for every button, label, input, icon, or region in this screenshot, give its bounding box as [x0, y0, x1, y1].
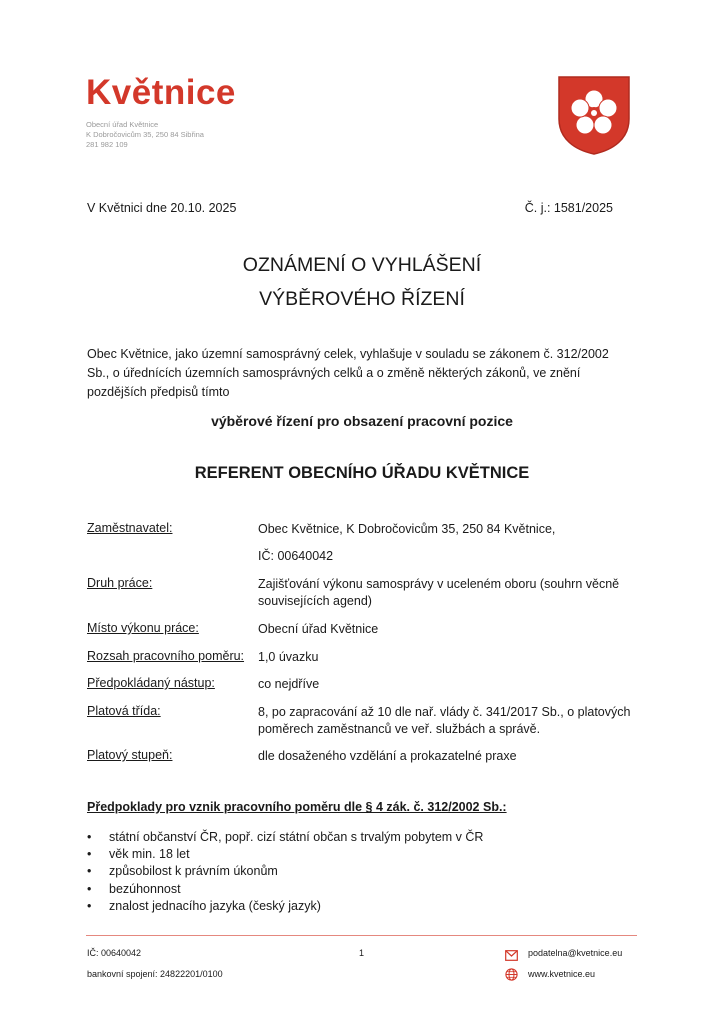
detail-value-workplace: Obecní úřad Květnice [258, 622, 379, 636]
flower-crest-icon [557, 75, 631, 155]
detail-label-salary-class: Platová třída: [87, 704, 161, 718]
title-line-1: OZNÁMENÍ O VYHLÁŠENÍ [242, 254, 482, 276]
list-item: • věk min. 18 let [87, 846, 483, 863]
detail-value-scope: 1,0 úvazku [258, 650, 319, 664]
footer-bank: bankovní spojení: 24822201/0100 [87, 969, 223, 979]
detail-label-work-type: Druh práce: [87, 576, 153, 590]
footer-email[interactable]: podatelna@kvetnice.eu [528, 948, 623, 958]
detail-value-employer: Obec Květnice, K Dobročovicům 35, 250 84 Květnice, [258, 522, 556, 536]
place-date: V Květnici dne 20.10. 2025 [87, 201, 237, 215]
intro-paragraph: Obec Květnice, jako územní samosprávný celek, vyhlašuje v souladu se zákonem č. 312/2002 Sb., o úřednících územních samosprávných celků a o změně některých zákonů, ve znění pozdějších předpisů tímto [87, 347, 609, 399]
office-name: Obecní úřad Květnice [86, 120, 159, 129]
detail-value-ico: IČ: 00640042 [258, 549, 334, 563]
reference-number: Č. j.: 1581/2025 [524, 201, 613, 215]
office-address: K Dobročovicům 35, 250 84 Sibřina [86, 130, 204, 139]
footer-divider [86, 935, 637, 936]
envelope-icon [505, 948, 518, 959]
subtitle: výběrové řízení pro obsazení pracovní pozice [211, 413, 513, 429]
detail-label-scope: Rozsah pracovního poměru: [87, 649, 245, 663]
office-phone: 281 982 109 [86, 140, 128, 149]
detail-value-salary-grade: dle dosaženého vzdělání a prokazatelné praxe [258, 749, 517, 763]
title-line-2: VÝBĚROVÉHO ŘÍZENÍ [259, 288, 465, 310]
list-item: • bezúhonnost [87, 881, 483, 898]
logo-text: Květnice [86, 73, 236, 112]
detail-label-salary-grade: Platový stupeň: [87, 748, 173, 762]
detail-value-salary-class: 8, po zapracování až 10 dle nař. vlády č. 341/2017 Sb., o platových poměrech zaměstnanců ve veř. službách a správě. [258, 705, 631, 736]
page-number: 1 [359, 948, 365, 958]
requirements-heading: Předpoklady pro vznik pracovního poměru dle § 4 zák. č. 312/2002 Sb.: [87, 800, 507, 814]
position-title: REFERENT OBECNÍHO ÚŘADU KVĚTNICE [194, 464, 530, 482]
detail-label-employer: Zaměstnavatel: [87, 521, 173, 535]
list-item: • způsobilost k právním úkonům [87, 863, 483, 880]
footer-ico: IČ: 00640042 [87, 948, 142, 958]
requirements-list [87, 829, 483, 915]
detail-value-start: co nejdříve [258, 677, 320, 691]
list-item: • znalost jednacího jazyka (český jazyk) [87, 898, 483, 915]
list-item: • státní občanství ČR, popř. cizí státní občan s trvalým pobytem v ČR [87, 829, 483, 846]
globe-icon [505, 968, 518, 981]
detail-label-start: Předpokládaný nástup: [87, 676, 215, 690]
detail-label-workplace: Místo výkonu práce: [87, 621, 199, 635]
footer-web[interactable]: www.kvetnice.eu [528, 969, 596, 979]
detail-value-work-type: Zajišťování výkonu samosprávy v uceleném oboru (souhrn věcně souvisejících agend) [258, 577, 620, 608]
